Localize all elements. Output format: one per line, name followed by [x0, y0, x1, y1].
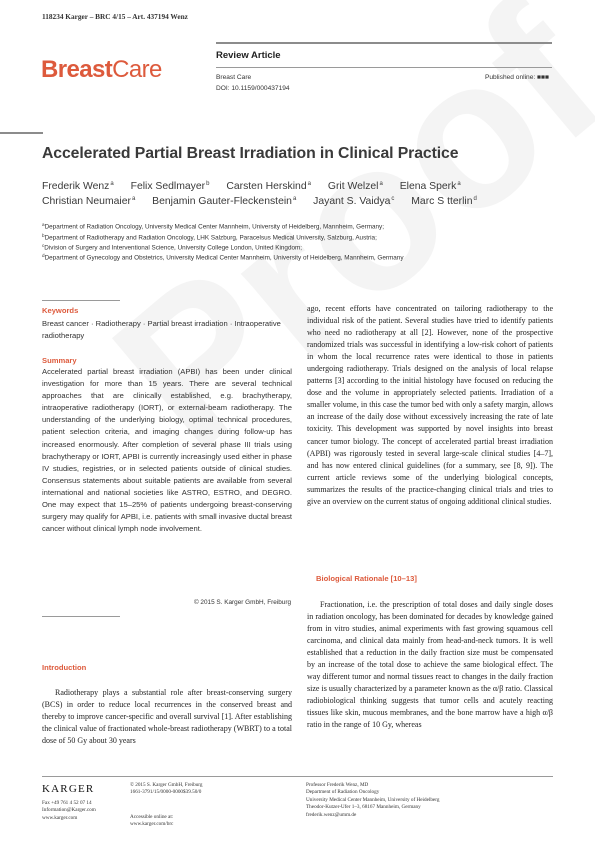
header-top-rule: [216, 42, 552, 44]
proof-header-line: 118234 Karger – BRC 4/15 – Art. 437194 Wenz: [42, 12, 188, 21]
footer-copyright: [130, 782, 202, 797]
affiliation: $^d$Department of Gynecology and Obstetrics, University Medical Center Mannheim, University of Heidelberg, Mannheim, Germany: [42, 253, 404, 262]
authors-line-2: [42, 196, 562, 207]
footer-web[interactable]: www.karger.com: [42, 814, 78, 821]
doi: DOI: 10.1159/000437194: [216, 85, 290, 92]
author: Christian Neumaier$^a$: [42, 196, 136, 207]
footer-access: [130, 814, 173, 829]
footer-contact: [42, 800, 96, 822]
keywords-rule: [42, 300, 120, 301]
journal-name: Breast Care: [216, 74, 252, 81]
footer-email[interactable]: Information@Karger.com: [42, 807, 96, 814]
keywords-text: Breast cancer · Radiotherapy · Partial breast irradiation · Intraoperative radiotherapy: [42, 319, 281, 340]
published-online: Published online: ■■■: [484, 74, 549, 81]
footer-copyright-line: © 2015 S. Karger GmbH, Freiburg: [130, 782, 203, 788]
corr-email[interactable]: frederik.wenz@umm.de: [306, 811, 357, 818]
footer-fax: Fax +49 761 4 52 07 14: [42, 800, 92, 806]
footer-access-label: Accessible online at:: [130, 814, 174, 820]
corr-name: Professor Frederik Wenz, MD: [306, 782, 369, 788]
summary-heading: Summary: [42, 356, 77, 365]
corr-dept: Department of Radiation Oncology: [306, 789, 380, 796]
keywords-heading: Keywords: [42, 306, 79, 315]
summary-copyright: © 2015 S. Karger GmbH, Freiburg: [193, 599, 291, 606]
author: Jayant S. Vaidya$^c$: [313, 196, 395, 207]
author: Felix Sedlmayer$^b$: [130, 181, 210, 192]
footer-issn: 1661-3791/15/0000-0000$39.50/0: [130, 789, 202, 796]
author: Elena Sperk$^a$: [399, 181, 461, 192]
title-rule: [0, 132, 43, 134]
article-title: Accelerated Partial Breast Irradiation in Clinical Practice: [42, 145, 459, 162]
summary-text: Accelerated partial breast irradiation (APBI) has been under clinical investigation for more than 15 years. There are several technical approaches that are clinically established, e.g. brachytherapy, intraoperative radiotherapy (IORT), or external-beam radiotherapy. The understanding of the underlying biology, optimal technical procedures, patient selection criteria, and imaging changes during follow-up has increased enormously. After completion of several phase III trials using brachytherapy or IORT, APBI is currently increasingly used either in phase IV studies, registries, or in selected patients outside of clinical studies. Consensus statements about suitable patients are available from several international and national societies like ASTRO, ESTRO, and DEGRO. One may expect that 15–25% of patients undergoing breast-conserving surgery may qualify for APBI, i.e. patients with small invasive ductal breast cancer without clinical lymph node involvement.: [42, 367, 292, 534]
biological-rationale-text: Fractionation, i.e. the prescription of total doses and daily single doses in radiation oncology, has been dominated for decades by knowledge gained from in vitro studies, animal experiments with fast growing squamous cell carcinoma, and clinical data mainly from head-and-neck tumors. It is well established that a reduction in the daily fraction size must be compensated by an increase of the total dose to achieve the same biological effect. The way different tumor and normal tissues react to changes in the daily fraction size is usually characterized by a parameter known as the α/β ratio. Classical radiobiological thinking suggests that tumor cells and acutely reacting tissues like skin, mucous membranes, and the bone marrow have a high α/β ratio in the range of 10 Gy, whereas: [307, 600, 553, 730]
introduction-heading: Introduction: [42, 663, 87, 672]
introduction-text: Radiotherapy plays a substantial role after breast-conserving surgery (BCS) in order to reduce local recurrences in the conserved breast and thereby to improve cancer-specific and overall survival [1]. After establishing the clinical value of fractionated whole-breast radiotherapy (WBRT) to a total dose of 50 Gy about 30 years: [42, 688, 292, 746]
corr-addr: Theodor-Kutzer-Ufer 1–3, 68167 Mannheim, Germany: [306, 804, 421, 811]
author: Grit Welzel$^a$: [327, 181, 383, 192]
corr-inst: University Medical Center Mannheim, University of Heidelberg: [306, 796, 440, 803]
affiliation: $^a$Department of Radiation Oncology, University Medical Center Mannheim, University of Heidelberg, Mannheim, Germany;: [42, 222, 384, 231]
journal-logo: BreastCare: [41, 56, 162, 83]
article-type: Review Article: [216, 50, 281, 61]
biological-rationale-heading: Biological Rationale [10–13]: [316, 574, 417, 583]
header-mid-rule: [216, 67, 552, 68]
author: Carsten Herskind$^a$: [226, 181, 311, 192]
author: Benjamin Gauter-Fleckenstein$^a$: [152, 196, 297, 207]
footer-correspondence: [306, 782, 439, 819]
author: Marc S tterlin$^d$: [411, 196, 477, 207]
affiliation: $^b$Department of Radiotherapy and Radiation Oncology, LHK Salzburg, Paracelsus Medical University, Salzburg, Austria;: [42, 233, 377, 242]
column2-text: ago, recent efforts have concentrated on tailoring radiotherapy to the individual risk of the patient. Several studies have tried to identify patients who need no radiotherapy at all [2]. However, none of the prospective randomized trials was successful in identifying a low-risk cohort of patients in whom the local recurrence rates were identical to those in patients undergoing radiotherapy. Trials designed on the analysis of local relapse patterns [3] according to the initial histology have focused on reducing the dose and the volume in appropriately selected patients. Irradiation of a smaller volume, in this case the tumor bed with only a safety margin, allows an increase of the daily dose without excessively increasing the rate of late toxicity. This development was supported by novel insights into breast cancer tumor biology. The concept of accelerated partial breast irradiation (APBI) was rigorously tested in several large-scale clinical studies [4–7], and has now entered clinical guidelines (for a summary, see [8, 9]). The current article reviews some of the underlying biological concepts, summarizes the results of the practice-changing clinical trials and tries to give an overview on the current status of ongoing additional clinical studies.: [307, 304, 553, 506]
authors-line-1: [42, 181, 562, 192]
karger-logo: KARGER: [42, 783, 95, 795]
footer-rule: [42, 776, 553, 777]
summary-end-rule: [42, 616, 120, 617]
footer-access-url[interactable]: www.karger.com/brc: [130, 821, 174, 828]
affiliation: $^c$Division of Surgery and Interventional Science, University College London, United Kingdom;: [42, 243, 303, 252]
author: Frederik Wenz$^a$: [42, 181, 114, 192]
